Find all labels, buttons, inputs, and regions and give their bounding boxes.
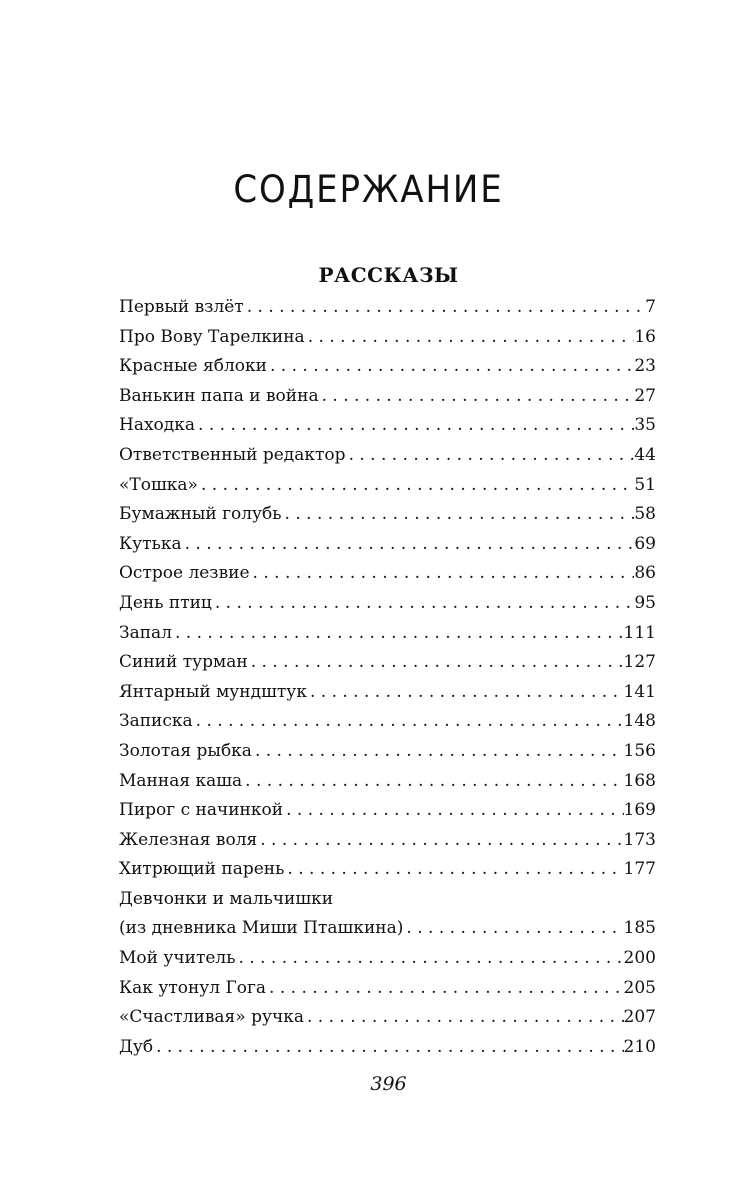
toc-entry-page: 148 <box>623 711 656 732</box>
dot-leader <box>235 944 623 974</box>
toc-entry-page: 210 <box>623 1036 656 1057</box>
dot-leader <box>198 471 634 501</box>
toc-entry <box>119 441 656 471</box>
toc-entry-page: 141 <box>623 681 656 702</box>
dot-leader <box>346 441 635 471</box>
dot-leader <box>252 737 624 767</box>
toc-entry-title: Пирог с начинкой <box>119 800 284 821</box>
toc-entry <box>119 1033 656 1063</box>
toc-entry <box>119 944 656 974</box>
toc-entry-page: 58 <box>634 504 656 525</box>
toc-entry-page: 23 <box>634 356 656 377</box>
toc-entry-title: «Тошка» <box>119 474 198 495</box>
toc-entry-title: Железная воля <box>119 829 258 850</box>
toc-entry <box>119 767 656 797</box>
toc-entry-title: Записка <box>119 711 193 732</box>
toc-entry-page: 51 <box>634 474 656 495</box>
dot-leader <box>212 589 634 619</box>
toc-entry-title: Хитрющий парень <box>119 859 285 880</box>
toc-entry-title: (из дневника Миши Пташкина) <box>119 918 404 939</box>
toc-entry-title: Бумажный голубь <box>119 504 282 525</box>
toc-entry-page: 205 <box>623 977 656 998</box>
dot-leader <box>266 974 624 1004</box>
toc-entry <box>119 471 656 501</box>
section-heading: РАССКАЗЫ <box>318 263 459 287</box>
dot-leader <box>305 323 635 353</box>
toc-entry-title: Запал <box>119 622 172 643</box>
toc-entry-page: 7 <box>645 297 656 317</box>
toc-entry-title: Кутька <box>119 533 182 554</box>
toc-entry <box>119 352 656 382</box>
toc-entry-page: 86 <box>634 563 656 584</box>
table-of-contents <box>119 293 656 1062</box>
dot-leader <box>250 559 635 589</box>
toc-entry-title: Острое лезвие <box>119 563 250 584</box>
dot-leader <box>244 293 645 323</box>
dot-leader <box>284 855 623 885</box>
toc-entry-title: Красные яблоки <box>119 356 267 377</box>
dot-leader <box>242 767 623 797</box>
toc-entry <box>119 914 656 944</box>
toc-entry-title: Янтарный мундштук <box>119 681 307 702</box>
toc-entry-title: Манная каша <box>119 770 243 791</box>
toc-entry-title: Золотая рыбка <box>119 740 252 761</box>
toc-entry-page: 168 <box>623 770 656 791</box>
toc-entry <box>119 707 656 737</box>
toc-entry-page: 35 <box>634 415 656 436</box>
toc-entry <box>119 796 656 826</box>
page-number: 396 <box>370 1073 407 1095</box>
toc-entry-page: 200 <box>623 948 656 969</box>
toc-entry <box>119 826 656 856</box>
toc-entry <box>119 589 656 619</box>
toc-entry-page: 156 <box>623 740 656 761</box>
toc-entry-title: Как утонул Гога <box>119 977 267 998</box>
toc-entry-title: Первый взлёт <box>119 297 244 317</box>
toc-entry-title: «Счастливая» ручка <box>119 1007 304 1028</box>
toc-entry-title: Ванькин папа и война <box>119 385 319 406</box>
dot-leader <box>195 411 634 441</box>
toc-entry-page: 207 <box>623 1007 656 1028</box>
toc-entry-page: 27 <box>634 385 656 406</box>
toc-entry-page: 16 <box>634 326 656 347</box>
toc-entry <box>119 648 656 678</box>
toc-entry <box>119 678 656 708</box>
toc-entry-title: День птиц <box>119 592 212 613</box>
toc-entry-title: Мой учитель <box>119 948 236 969</box>
toc-entry-title: Девчонки и мальчишки <box>119 888 334 909</box>
toc-entry-page: 169 <box>623 800 656 821</box>
toc-entry <box>119 382 656 412</box>
toc-entry <box>119 974 656 1004</box>
dot-leader <box>153 1033 623 1063</box>
toc-entry <box>119 323 656 353</box>
toc-entry-page: 185 <box>623 918 656 939</box>
dot-leader <box>304 1003 624 1033</box>
dot-leader <box>283 796 623 826</box>
dot-leader <box>257 826 623 856</box>
toc-entry <box>119 855 656 885</box>
toc-entry-title: Ответственный редактор <box>119 444 346 465</box>
dot-leader <box>319 382 635 412</box>
toc-entry-title: Дуб <box>119 1036 154 1057</box>
dot-leader <box>193 707 624 737</box>
toc-entry-page: 44 <box>634 444 656 465</box>
toc-entry <box>119 530 656 560</box>
toc-entry-page: 95 <box>634 592 656 613</box>
toc-entry <box>119 885 656 915</box>
dot-leader <box>282 500 635 530</box>
toc-entry <box>119 411 656 441</box>
toc-entry <box>119 619 656 649</box>
toc-entry-page: 111 <box>623 622 656 643</box>
toc-entry-page: 69 <box>634 533 656 554</box>
dot-leader <box>307 678 624 708</box>
dot-leader <box>248 648 624 678</box>
toc-entry <box>119 737 656 767</box>
dot-leader <box>267 352 634 382</box>
toc-entry <box>119 500 656 530</box>
dot-leader <box>403 914 623 944</box>
dot-leader <box>182 530 635 560</box>
page-title: СОДЕРЖАНИЕ <box>233 168 504 211</box>
dot-leader <box>172 619 624 649</box>
toc-entry-title: Синий турман <box>119 652 248 673</box>
toc-entry-page: 127 <box>623 652 656 673</box>
toc-entry <box>119 1003 656 1033</box>
toc-entry <box>119 293 656 323</box>
toc-entry <box>119 559 656 589</box>
toc-entry-title: Про Вову Тарелкина <box>119 326 305 347</box>
toc-entry-title: Находка <box>119 415 196 436</box>
toc-entry-page: 173 <box>623 829 656 850</box>
toc-entry-page: 177 <box>623 859 656 880</box>
